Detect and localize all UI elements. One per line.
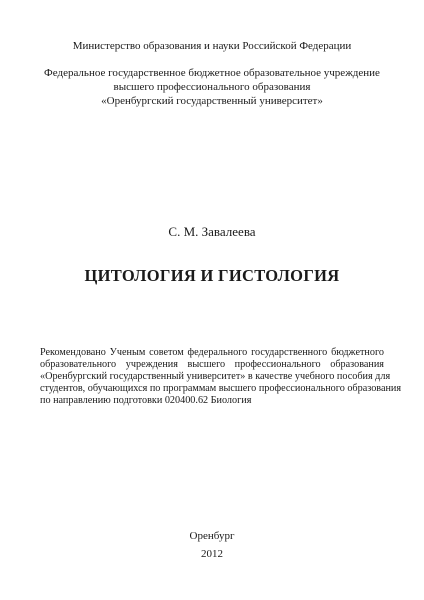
book-title: ЦИТОЛОГИЯ И ГИСТОЛОГИЯ	[84, 266, 340, 285]
author-name: С. М. Завалеева	[168, 224, 256, 239]
recommendation-line: Рекомендовано Ученым советом федерального государственного бюджетного	[40, 347, 384, 358]
recommendation-line: «Оренбургский государственный университет» в качестве учебного пособия для	[40, 371, 391, 382]
publication-year: 2012	[201, 548, 223, 560]
ministry-name: Министерство образования и науки Российской Федерации	[72, 40, 352, 52]
recommendation-line: образовательного учреждения высшего профессионального образования	[40, 359, 384, 370]
institution-line: Федеральное государственное бюджетное образовательное учреждение	[44, 67, 380, 79]
institution-block	[0, 66, 424, 108]
recommendation-text	[40, 347, 402, 407]
recommendation-line: по направлению подготовки 020400.62 Биология	[40, 395, 252, 406]
institution-line: высшего профессионального образования	[113, 81, 311, 93]
institution-line: «Оренбургский государственный университет»	[101, 95, 323, 107]
recommendation-line: студентов, обучающихся по программам высшего профессионального образования	[40, 383, 402, 394]
publication-city: Оренбург	[189, 530, 235, 542]
